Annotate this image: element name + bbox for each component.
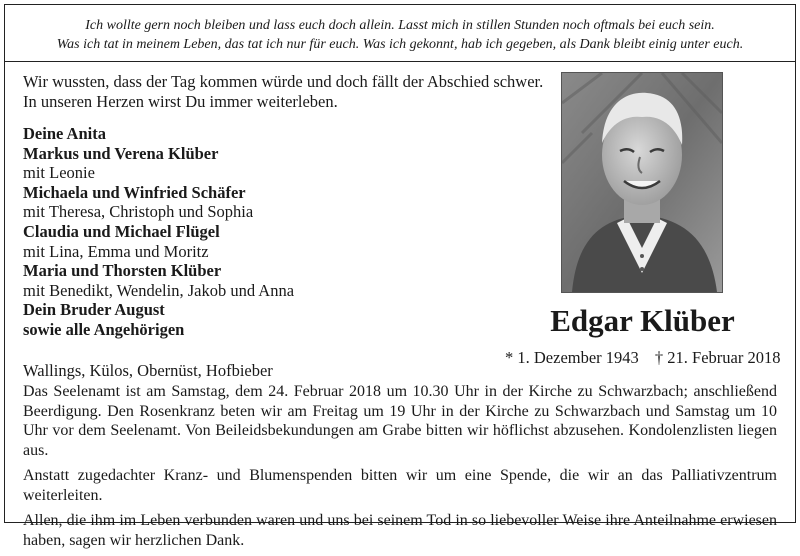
mourner-line: mit Theresa, Christoph und Sophia [23, 202, 254, 222]
mourner-line: sowie alle Angehörigen [23, 319, 185, 339]
thanks-paragraph: Allen, die ihm im Leben verbunden waren und uns bei seinem Tod in so liebevoller Weise ihre Anteilnahme erwiesen haben, sagen wir herzlichen Dank. [23, 512, 777, 549]
memorial-poem [5, 16, 795, 54]
donation-paragraph: Anstatt zugedachter Kranz- und Blumenspenden bitten wir um eine Spende, die wir an das Palliativzentrum weiterleiten. [23, 467, 777, 504]
mourner-line: Dein Bruder August [23, 300, 165, 320]
mourner-line: mit Leonie [23, 163, 95, 183]
mourner-line: Markus und Verena Klüber [23, 143, 219, 163]
life-dates [505, 348, 793, 368]
mourners-list [23, 124, 294, 340]
mourner-line: mit Benedikt, Wendelin, Jakob und Anna [23, 280, 295, 300]
death-date: † 21. Februar 2018 [654, 348, 781, 367]
intro-line-2: In unseren Herzen wirst Du immer weiterleben. [23, 91, 338, 111]
portrait-image [562, 73, 722, 292]
notice-body [23, 382, 777, 556]
poem-line-2: Was ich tat in meinem Leben, das tat ich nur für euch. Was ich gekonnt, hab ich gegeben, als Dank bleibt einig unter euch. [56, 37, 744, 52]
funeral-paragraph: Das Seelenamt ist am Samstag, dem 24. Februar 2018 um 10.30 Uhr in der Kirche zu Schwarzbach; anschließend Beerdigung. Den Rosenkranz beten wir am Freitag um 19 Uhr in der Kirche zu Schwarzbach und Samstag um 10 Uhr vor dem Seelenamt. Von Beileidsbekundungen am Grabe bitten wir höflichst abzusehen. Kondolenzlisten liegen aus. [23, 383, 777, 459]
mourner-line: Michaela und Winfried Schäfer [23, 182, 246, 202]
mourner-line: Deine Anita [23, 124, 106, 143]
poem-line-1: Ich wollte gern noch bleiben und lass euch doch allein. Lasst mich in stillen Stunden noch oftmals bei euch sein. [85, 18, 715, 33]
intro-text [23, 72, 543, 111]
intro-line-1: Wir wussten, dass der Tag kommen würde und doch fällt der Abschied schwer. [23, 72, 544, 91]
mourner-line: Claudia und Michael Flügel [23, 221, 220, 241]
obituary-notice [4, 4, 796, 549]
divider [5, 61, 795, 62]
deceased-name: Edgar Klüber [550, 303, 735, 338]
mourner-line: Maria und Thorsten Klüber [23, 261, 222, 281]
portrait-photo [561, 72, 723, 293]
mourner-line: mit Lina, Emma und Moritz [23, 241, 209, 261]
places-line: Wallings, Külos, Obernüst, Hofbieber [23, 361, 273, 380]
birth-date: * 1. Dezember 1943 [505, 348, 639, 367]
